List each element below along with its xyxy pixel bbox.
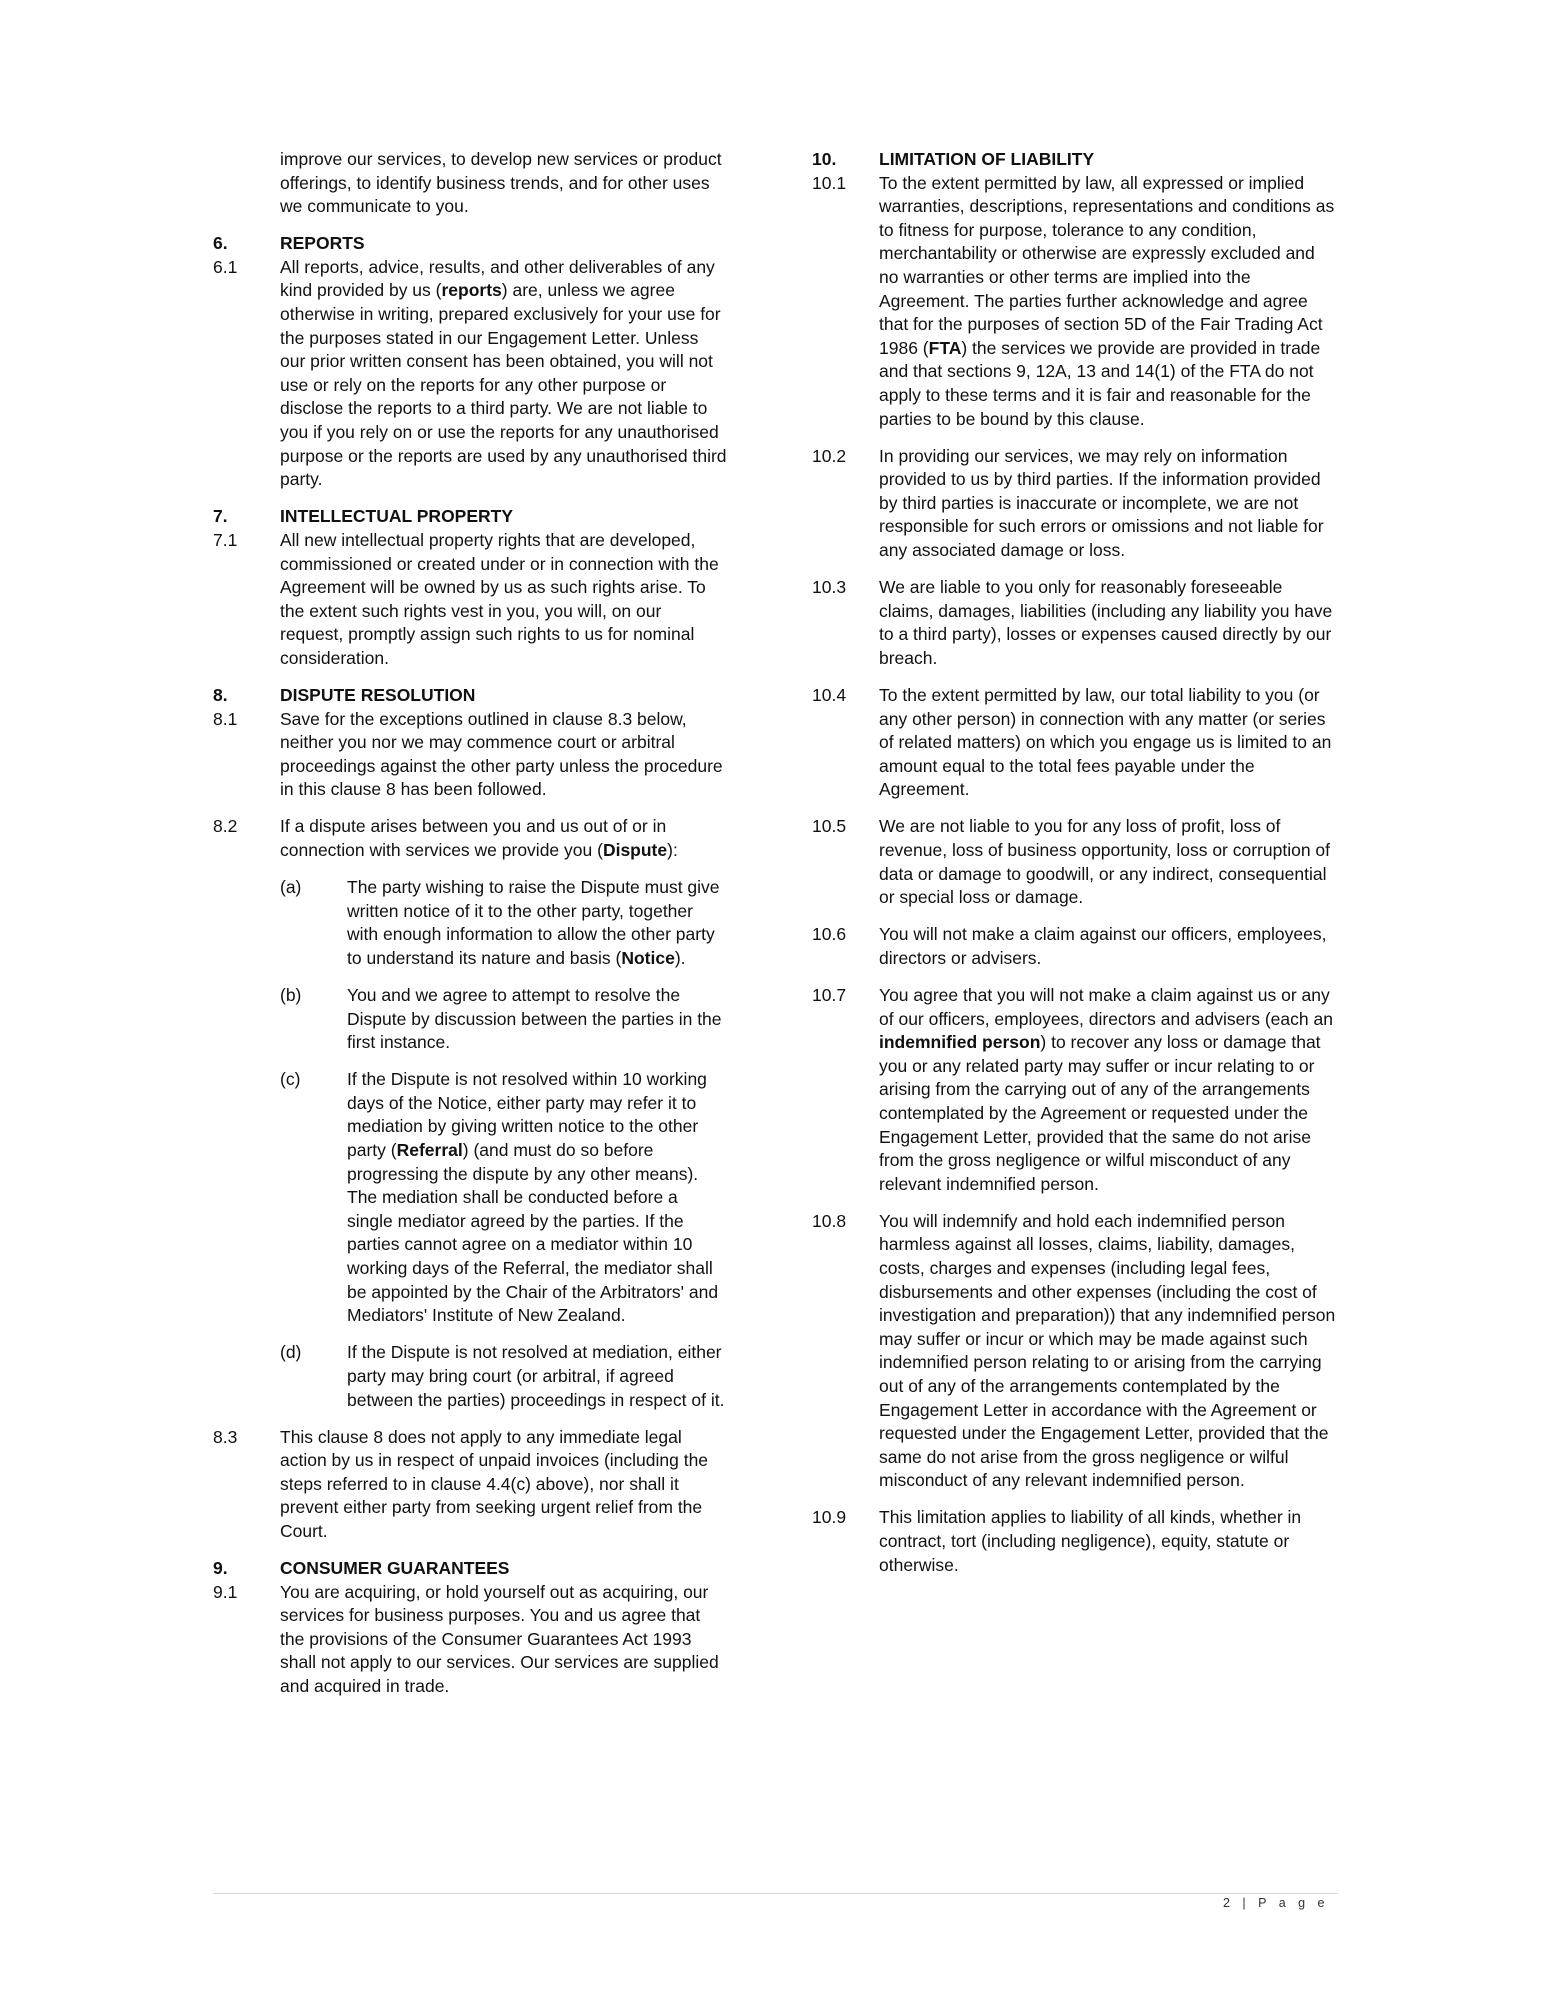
section-8-heading: 8. DISPUTE RESOLUTION — [213, 684, 476, 705]
subclause-c: (c) If the Dispute is not resolved within 10 working days of the Notice, either party may refer it to mediation by giving written notice to the other party (Referral) (and must do so before progressing the dispute by any other means). The mediation shall be conducted before a single mediator agreed by the parties. If the parties cannot agree on a mediator within 10 working days of the Referral, the mediator shall be appointed by the Chair of the Arbitrators' and Mediators' Institute of New Zealand. — [280, 1069, 719, 1326]
subclause-b: (b) You and we agree to attempt to resolve the Dispute by discussion between the parties in the first instance. — [280, 985, 722, 1053]
section-6-heading: 6. REPORTS — [213, 233, 365, 254]
clause-8-1: 8.1 Save for the exceptions outlined in clause 8.3 below, neither you nor we may commence court or arbitral proceedings against the other party unless the procedure in this clause 8 has been followed. — [213, 708, 723, 800]
clause-6-1: 6.1 All reports, advice, results, and other deliverables of any kind provided by us (reports) are, unless we agree otherwise in writing, prepared exclusively for your use for the purposes stated in our Engagement Letter. Unless our prior written consent has been obtained, you will not use or rely on the reports for any other purpose or disclose the reports to a third party. We are not liable to you if you rely on or use the reports for any unauthorised purpose or the reports are used by any unauthorised third party. — [213, 256, 727, 490]
clause-10-7: 10.7 You agree that you will not make a claim against us or any of our officers, employees, directors and advisers (each an indemnified person) to recover any loss or damage that you or any related party may suffer or incur relating to or arising from the carrying out of any of the arrangements contemplated by the Agreement or requested under the Engagement Letter, provided that the same do not arise from the gross negligence or wilful misconduct of any relevant indemnified person. — [812, 985, 1333, 1194]
section-10-heading: 10. LIMITATION OF LIABILITY — [812, 149, 1095, 169]
left-column — [213, 148, 728, 1712]
clause-10-1: 10.1 To the extent permitted by law, all expressed or implied warranties, descriptions, representations and conditions as to fitness for purpose, tolerance to any condition, merchantability or otherwise are expressly excluded and no warranties or other terms are implied into the Agreement. The parties further acknowledge and agree that for the purposes of section 5D of the Fair Trading Act 1986 (FTA) the services we provide are provided in trade and that sections 9, 12A, 13 and 14(1) of the FTA do not apply to these terms and it is fair and reasonable for the parties to be bound by this clause. — [812, 172, 1335, 429]
section-9-heading: 9. CONSUMER GUARANTEES — [213, 1558, 510, 1579]
section-7-heading: 7. INTELLECTUAL PROPERTY — [213, 506, 514, 527]
page-number: 2 | P a g e — [1222, 1896, 1329, 1910]
clause-10-9: 10.9 This limitation applies to liability of all kinds, whether in contract, tort (including negligence), equity, statute or otherwise. — [812, 1507, 1302, 1575]
clause-9-1: 9.1 You are acquiring, or hold yourself out as acquiring, our services for business purposes. You and us agree that the provisions of the Consumer Guarantees Act 1993 shall not apply to our services. Our services are supplied and acquired in trade. — [213, 1581, 719, 1697]
subclause-a: (a) The party wishing to raise the Dispute must give written notice of it to the other party, together with enough information to allow the other party to understand its nature and basis (Notice). — [280, 877, 720, 968]
clause-10-2: 10.2 In providing our services, we may rely on information provided to us by third parties. If the information provided by third parties is inaccurate or incomplete, we are not responsible for such errors or omissions and not liable for any associated damage or loss. — [812, 445, 1324, 560]
continuation-paragraph: improve our services, to develop new services or product offerings, to identify business trends, and for other uses we communicate to you. — [280, 149, 722, 217]
clause-10-8: 10.8 You will indemnify and hold each indemnified person harmless against all losses, claims, liability, damages, costs, charges and expenses (including legal fees, disbursements and other expenses (including the cost of investigation and preparation)) that any indemnified person may suffer or incur or which may be made against such indemnified person relating to or arising from the carrying out of any of the arrangements contemplated by the Engagement Letter in accordance with the Agreement or requested under the Engagement Letter, provided that the same do not arise from the gross negligence or wilful misconduct of any relevant indemnified person. — [812, 1210, 1336, 1491]
clause-10-3: 10.3 We are liable to you only for reasonably foreseeable claims, damages, liabilities (including any liability you have to a third party), losses or expenses caused directly by our breach. — [812, 577, 1333, 668]
clause-10-5: 10.5 We are not liable to you for any loss of profit, loss of revenue, loss of business opportunity, loss or corruption of data or damage to goodwill, or any indirect, consequential or special loss or damage. — [812, 816, 1331, 908]
right-column — [812, 148, 1337, 1591]
clause-7-1: 7.1 All new intellectual property rights that are developed, commissioned or created under or in connection with the Agreement will be owned by us as such rights arise. To the extent such rights vest in you, you will, on our request, promptly assign such rights to us for nominal consideration. — [213, 529, 719, 668]
clause-10-6: 10.6 You will not make a claim against our officers, employees, directors or advisers. — [812, 924, 1327, 968]
clause-8-2: 8.2 If a dispute arises between you and us out of or in connection with services we provide you (Dispute): — [213, 816, 678, 861]
subclause-d: (d) If the Dispute is not resolved at mediation, either party may bring court (or arbitral, if agreed between the parties) proceedings in respect of it. — [280, 1342, 725, 1410]
clause-10-4: 10.4 To the extent permitted by law, our total liability to you (or any other person) in connection with any matter (or series of related matters) on which you engage us is limited to an amount equal to the total fees payable under the Agreement. — [812, 684, 1332, 800]
clause-8-3: 8.3 This clause 8 does not apply to any immediate legal action by us in respect of unpaid invoices (including the steps referred to in clause 4.4(c) above), nor shall it prevent either party from seeking urgent relief from the Court. — [213, 1426, 709, 1541]
footer-divider — [213, 1893, 1338, 1894]
